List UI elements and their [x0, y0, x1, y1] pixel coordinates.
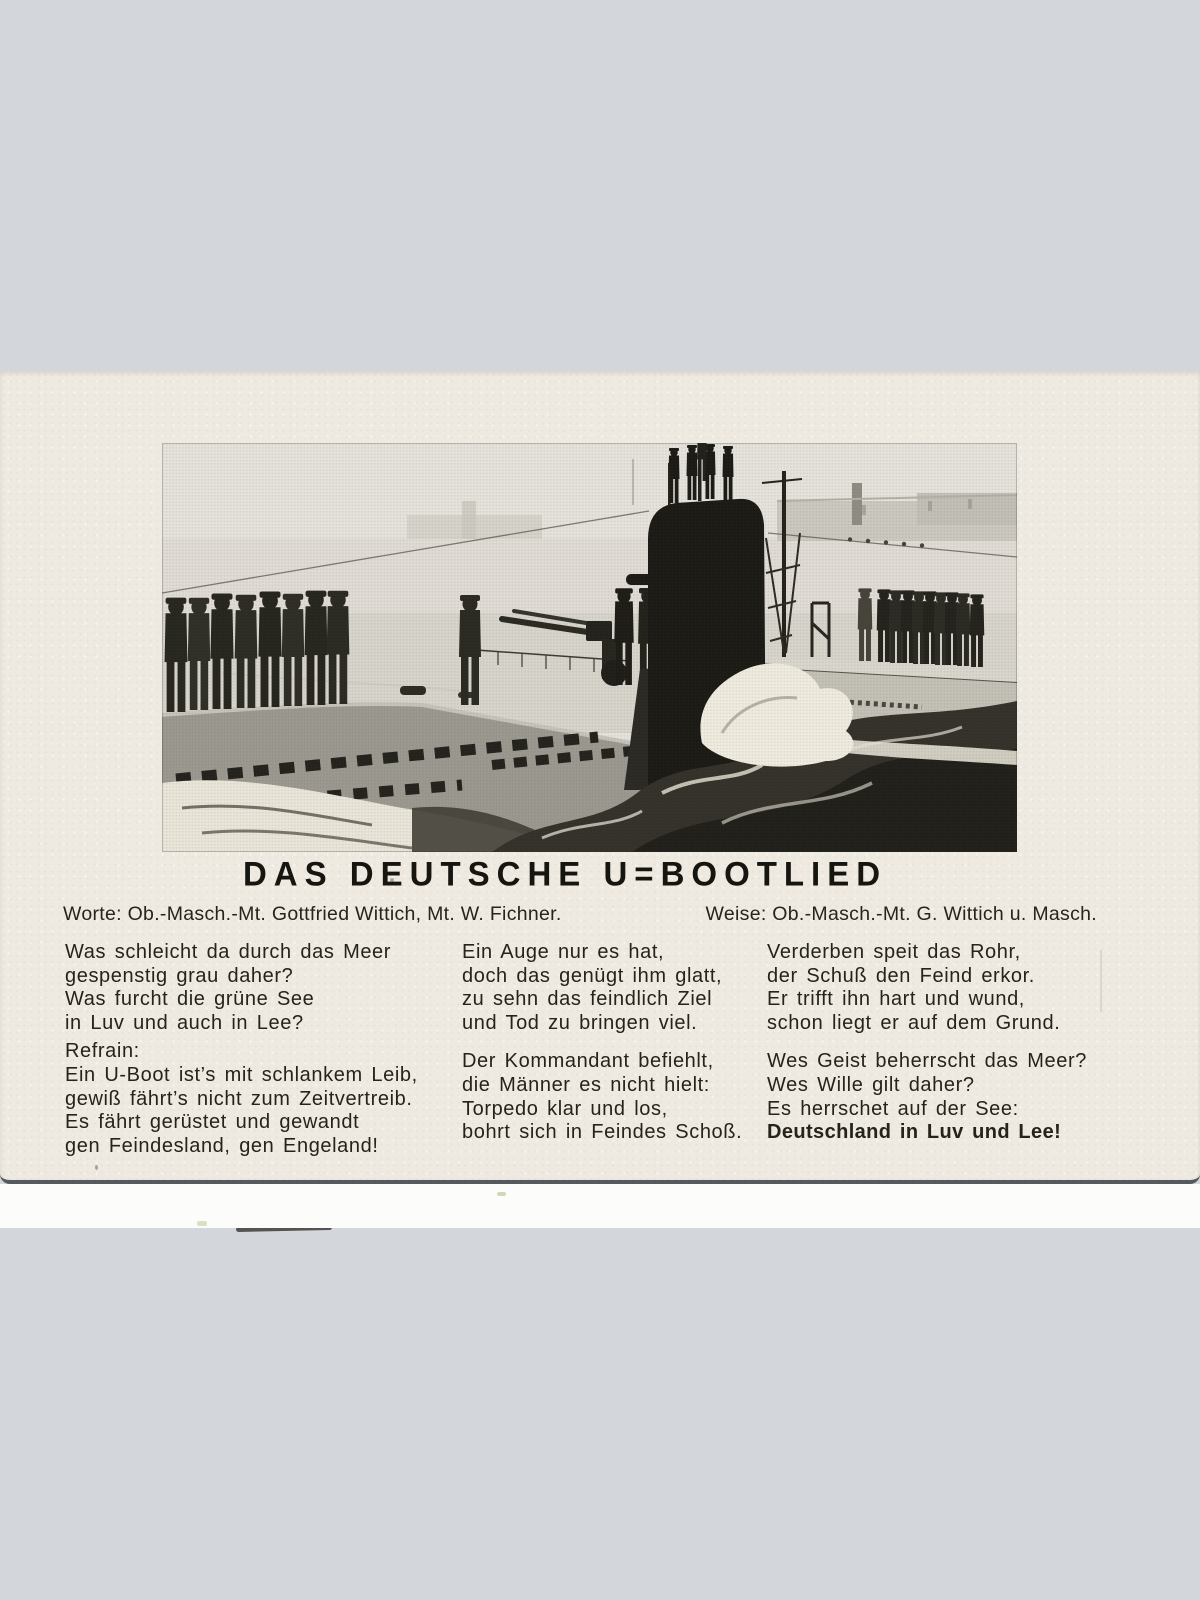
credit-words: Worte: Ob.-Masch.-Mt. Gottfried Wittich, Mt. W. Fichner.	[63, 903, 562, 925]
lyric-line: Er trifft ihn hart und wund,	[767, 988, 1025, 1011]
lyrics-column-2	[462, 941, 767, 1145]
dust-speck	[197, 1221, 207, 1226]
credit-melody: Weise: Ob.-Masch.-Mt. G. Wittich u. Masch.	[705, 903, 1097, 925]
lyric-line: der Schuß den Feind erkor.	[767, 964, 1035, 987]
lyrics-column-1	[65, 941, 465, 1158]
lyric-line-emphasis: Deutschland in Luv und Lee!	[767, 1121, 1062, 1144]
lyric-line: Torpedo klar und los,	[462, 1097, 668, 1120]
dust-speck	[390, 878, 394, 882]
scan-white-strip	[0, 1184, 1200, 1228]
lyric-line: doch das genügt ihm glatt,	[462, 964, 723, 987]
lyrics	[0, 941, 1200, 1171]
lyric-line: bohrt sich in Feindes Schoß.	[462, 1121, 743, 1144]
dust-speck	[497, 1192, 506, 1196]
lyric-line: Ein U-Boot ist’s mit schlankem Leib,	[65, 1063, 418, 1086]
lyric-line: und Tod zu bringen viel.	[462, 1011, 698, 1034]
lyric-line: die Männer es nicht hielt:	[462, 1073, 710, 1096]
lyric-line: Es herrschet auf der See:	[767, 1097, 1019, 1120]
lyric-line: Ein Auge nur es hat,	[462, 941, 665, 963]
lyric-line: Der Kommandant befiehlt,	[462, 1050, 714, 1073]
lyric-line: schon liegt er auf dem Grund.	[767, 1011, 1061, 1034]
paper-crease	[1100, 950, 1102, 1012]
lyric-line: gespenstig grau daher?	[65, 964, 294, 987]
lyric-line: Wes Geist beherrscht das Meer?	[767, 1050, 1087, 1073]
lyrics-column-3	[767, 941, 1112, 1145]
lyric-line: Es fährt gerüstet und gewandt	[65, 1111, 360, 1134]
credits-row	[0, 903, 1200, 926]
dust-speck	[95, 1165, 98, 1170]
lyric-line: gewiß fährt’s nicht zum Zeitvertreib.	[65, 1087, 413, 1110]
postcard	[0, 371, 1200, 1184]
song-title: DAS DEUTSCHE U=BOOTLIED	[242, 854, 888, 893]
lyric-line: in Luv und auch in Lee?	[65, 1011, 304, 1034]
refrain-label: Refrain:	[65, 1040, 140, 1063]
lyric-line: Wes Wille gilt daher?	[767, 1073, 975, 1096]
lyric-line: Was schleicht da durch das Meer	[65, 941, 392, 963]
lyric-line: gen Feindesland, gen Engeland!	[65, 1134, 379, 1157]
lyric-line: Verderben speit das Rohr,	[767, 941, 1021, 963]
lyric-line: Was furcht die grüne See	[65, 988, 315, 1011]
uboat-photo	[162, 443, 1017, 852]
lyric-line: zu sehn das feindlich Ziel	[462, 988, 713, 1011]
